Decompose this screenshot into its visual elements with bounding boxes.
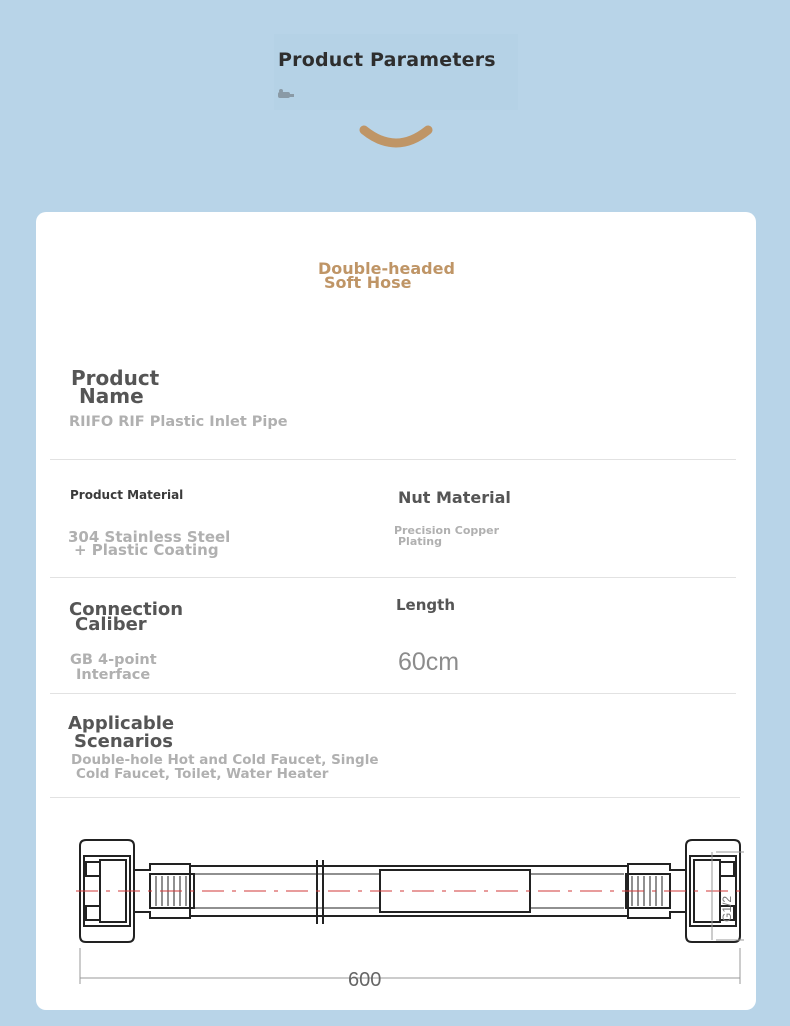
length-value: 60cm	[398, 648, 460, 676]
product-name-label: Product Name	[71, 366, 160, 408]
hose-diagram	[70, 832, 750, 1002]
subtitle-line1: Double-headed	[318, 259, 455, 278]
header-panel	[274, 34, 518, 110]
product-material-value: 304 Stainless Steel + Plastic Coating	[68, 528, 231, 559]
connection-caliber-label: Connection Caliber	[69, 599, 184, 635]
applicable-scenarios-value: Double-hole Hot and Cold Faucet, Single Cold Faucet, Toilet, Water Heater	[71, 752, 379, 782]
connection-caliber-value: GB 4-point Interface	[70, 652, 157, 683]
divider	[50, 693, 736, 694]
divider	[50, 577, 736, 578]
product-name-value: RIIFO RIF Plastic Inlet Pipe	[69, 414, 288, 430]
nut-material-value: Precision Copper Plating	[394, 524, 500, 548]
nut-material-label: Nut Material	[398, 488, 511, 507]
length-dimension-label: 600	[348, 969, 382, 991]
card-subtitle	[318, 259, 455, 292]
divider	[50, 459, 736, 460]
length-label: Length	[396, 596, 455, 614]
page-title: Product Parameters	[278, 49, 496, 71]
thread-dimension-label: G1/2	[720, 895, 734, 922]
product-material-label: Product Material	[70, 488, 184, 502]
divider	[50, 797, 740, 798]
subtitle-line2: Soft Hose	[324, 273, 412, 292]
applicable-scenarios-label: Applicable Scenarios	[68, 713, 175, 752]
smile-decoration-icon	[358, 124, 434, 150]
faucet-icon	[276, 88, 298, 100]
